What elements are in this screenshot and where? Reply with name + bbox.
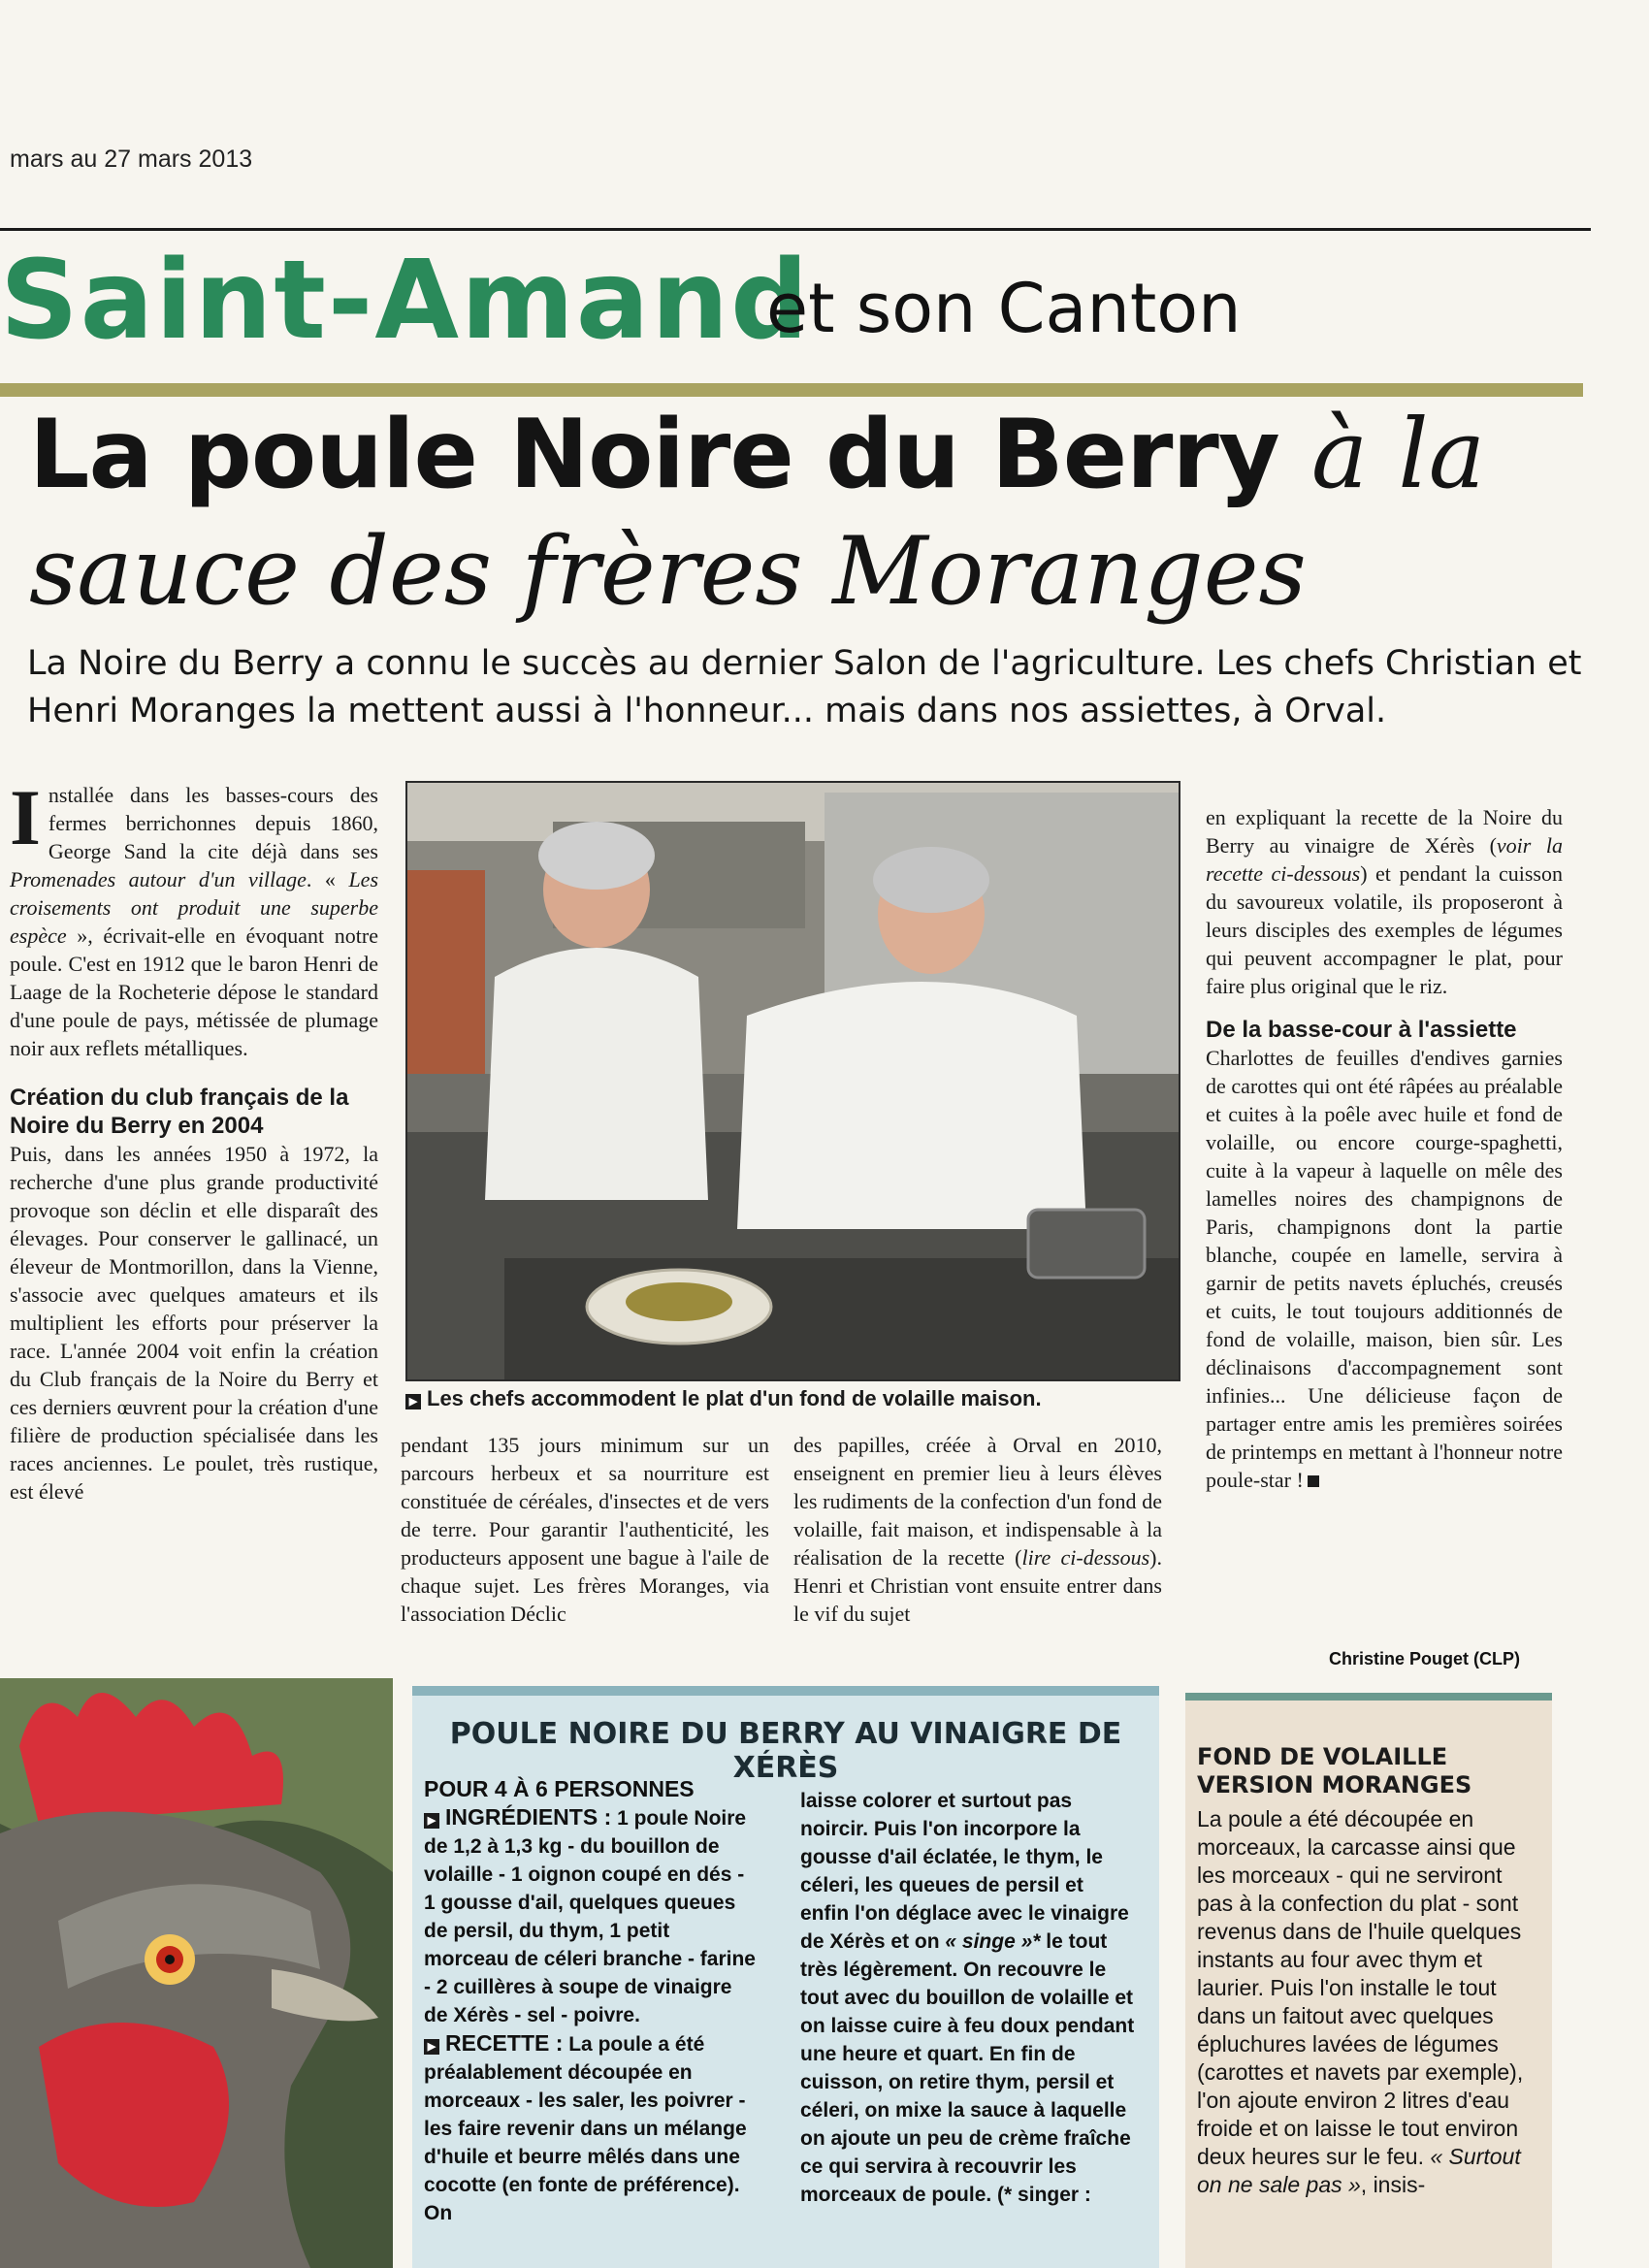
article-column-2 <box>401 1431 769 1628</box>
text-run: ). Henri et Christian vont ensuite entrer dans le vif du sujet <box>793 1545 1162 1626</box>
recipe-steps-block <box>424 2029 759 2227</box>
author-signature: Christine Pouget (CLP) <box>1329 1649 1520 1669</box>
article-paragraph <box>10 773 378 1062</box>
recipe-title: POULE NOIRE DU BERRY AU VINAIGRE DE XÉRÈS <box>449 1717 1122 1785</box>
fond-title-line2: VERSION MORANGES <box>1197 1771 1472 1798</box>
text-run: Charlottes de feuilles d'endives garnies de carottes qui ont été râpées au préalable et cuites à la poêle avec huile et fond de volaille, ou encore courge-spaghetti, cuite à la vapeur à laquelle on mêle des lamelles noires des champignons de Paris, champignons dont la partie blanche, coupée en lamelle, servira à garnir de petits navets épluchés, creusés et cuits, le tout toujours additionnés de fond de volaille, maison, bien sûr. Les déclinaisons d'accompagnement sont infinies... Une délicieuse façon de partager entre amis les premières soirées de printemps en mettant à l'honneur notre poule-star ! <box>1206 1046 1563 1492</box>
book-title: Promenades autour d'un village <box>10 867 307 891</box>
article-paragraph <box>793 1431 1162 1628</box>
quote: Les croisements ont produit une superbe espèce <box>10 867 378 948</box>
recipe-steps-text: La poule a été préalablement découpée en morceaux - les saler, les poivrer - les faire revenir dans un mélange d'huile et beurre mêlés dans une cocotte (en fonte de préférence). On <box>424 2033 747 2224</box>
end-mark-icon <box>1308 1475 1319 1487</box>
article-paragraph <box>1206 1044 1563 1494</box>
ingredients-label: INGRÉDIENTS : <box>445 1804 612 1830</box>
text-run: nstallée dans les basses-cours des fermes berrichonnes depuis 1860, George Sand la cite déjà dans ses <box>48 783 378 863</box>
text-run: des papilles, créée à Orval en 2010, enseignent en premier lieu à leurs élèves les rudiments de la confection d'un fond de volaille, fait maison, et indispensable à la réalisation de la recette ( <box>793 1433 1162 1570</box>
ingredients-text: 1 poule Noire de 1,2 à 1,3 kg - du bouillon de volaille - 1 oignon coupé en dés - 1 gousse d'ail, quelques queues de persil, du thym, 1 petit morceau de céleri branche - farine - 2 cuillères à soupe de vinaigre de Xérès - sel - poivre. <box>424 1807 756 2026</box>
cross-reference: voir la recette ci-dessous <box>1206 833 1563 886</box>
subheading: De la basse-cour à l'assiette <box>1206 1017 1517 1043</box>
triangle-bullet-icon: ▶ <box>424 1813 439 1829</box>
headline-line1 <box>29 398 1485 512</box>
rooster-illustration <box>0 1678 393 2268</box>
drop-cap: I <box>10 773 41 861</box>
chefs-photo <box>405 781 1180 1381</box>
chefs-kitchen-illustration <box>407 783 1179 1379</box>
subheading: Création du club français de la Noire du Berry en 2004 <box>10 1085 349 1139</box>
fond-text <box>1197 1805 1542 2199</box>
masthead-subtitle: et son Canton <box>766 269 1242 348</box>
recipe-top-band <box>412 1686 1159 1696</box>
lead-paragraph: La Noire du Berry a connu le succès au dernier Salon de l'agriculture. Les chefs Christian et Henri Moranges la mettent aussi à l'honneur... mais dans nos assiettes, à Orval. <box>27 644 1582 730</box>
singe-term: « singe »* <box>945 1930 1041 1953</box>
top-rule <box>0 228 1591 231</box>
fond-title <box>1197 1743 1471 1799</box>
article-column-4 <box>1206 803 1563 1494</box>
photo-caption <box>405 1385 1181 1412</box>
recipe-column-2 <box>800 1787 1135 2209</box>
olive-rule <box>0 383 1583 397</box>
triangle-bullet-icon: ▶ <box>405 1394 421 1409</box>
article-paragraph <box>1206 803 1563 1000</box>
recipe-servings: POUR 4 À 6 PERSONNES <box>424 1776 695 1801</box>
rooster-photo <box>0 1678 393 2268</box>
text-run: . « <box>306 867 349 891</box>
cross-reference: lire ci-dessous <box>1021 1545 1150 1570</box>
text-run: en expliquant la recette de la Noire du Berry au vinaigre de Xérès ( <box>1206 805 1563 858</box>
headline-bold: La poule Noire du Berry <box>29 400 1279 510</box>
text-run: », écrivait-elle en évoquant notre poule. C'est en 1912 que le baron Henri de Laage de la Rocheterie dépose le standard d'une poule de pays, métissée de plumage noir aux reflets métalliques. <box>10 923 378 1060</box>
text-run: , insis- <box>1360 2172 1426 2197</box>
article-column-1 <box>10 773 378 1506</box>
recipe-label: RECETTE : <box>445 2030 564 2056</box>
recipe-box <box>412 1686 1159 2268</box>
recipe-steps-end: le tout très légèrement. On recouvre le tout avec du bouillon de volaille et on laisse cuire à feu doux pendant une heure et quart. En fin de cuisson, on retire thym, persil et céleri, on mixe la sauce à laquelle on ajoute un peu de crème fraîche ce qui servira à recouvrir les morceaux de poule. (* singer : <box>800 1930 1135 2206</box>
text-run: La poule a été découpée en morceaux, la carcasse ainsi que les morceaux - qui ne serviront pas à la confection du plat - sont revenus dans de l'huile quelques instants au four avec thym et laurier. Puis l'on installe le tout dans un faitout avec quelques épluchures lavées de légumes (carottes et navets par exemple), l'on ajoute environ 2 litres d'eau froide et on laisse le tout environ deux heures sur le feu. <box>1197 1806 1524 2169</box>
recipe-column-1 <box>424 1775 759 2227</box>
article-column-3 <box>793 1431 1162 1628</box>
triangle-bullet-icon: ▶ <box>424 2039 439 2055</box>
fond-top-band <box>1185 1693 1552 1701</box>
ingredients-block <box>424 1803 759 2029</box>
masthead-town: Saint-Amand <box>0 238 811 364</box>
fond-title-line1: FOND DE VOLAILLE <box>1197 1743 1448 1770</box>
caption-text: Les chefs accommodent le plat d'un fond de volaille maison. <box>427 1386 1042 1410</box>
headline-italic: à la <box>1310 400 1486 510</box>
recipe-steps-continued: laisse colorer et surtout pas noircir. Puis l'on incorpore la gousse d'ail éclatée, le thym, le céleri, les queues de persil et enfin l'on déglace avec le vinaigre de Xérès et on <box>800 1790 1129 1953</box>
article-paragraph: Puis, dans les années 1950 à 1972, la recherche d'une plus grande productivité provoque son déclin et elle disparaît des élevages. Pour conserver le gallinacé, un éleveur de Montmorillon, dans la Vienne, s'associe avec quelques amateurs et ils multiplient les efforts pour préserver la race. L'année 2004 voit enfin la création du Club français de la Noire du Berry et ces derniers œuvrent pour la création d'une filière de production spécialisée dans les races anciennes. Le poulet, très rustique, est élevé <box>10 1142 378 1504</box>
dateline: mars au 27 mars 2013 <box>10 146 253 173</box>
quote: « Surtout on ne sale pas » <box>1197 2144 1521 2197</box>
text-run: ) et pendant la cuisson du savoureux volatile, ils proposeront à leurs disciples des exemples de légumes qui peuvent accompagner le plat, pour faire plus original que le riz. <box>1206 861 1563 998</box>
article-paragraph: pendant 135 jours minimum sur un parcours herbeux et sa nourriture est constituée de céréales, d'insectes et de vers de terre. Pour garantir l'authenticité, les producteurs apposent une bague à l'aile de chaque sujet. Les frères Moranges, via l'association Déclic <box>401 1433 769 1626</box>
fond-de-volaille-box <box>1185 1693 1552 2268</box>
headline-line2: sauce des frères Moranges <box>29 517 1307 626</box>
section-masthead <box>0 233 1591 369</box>
